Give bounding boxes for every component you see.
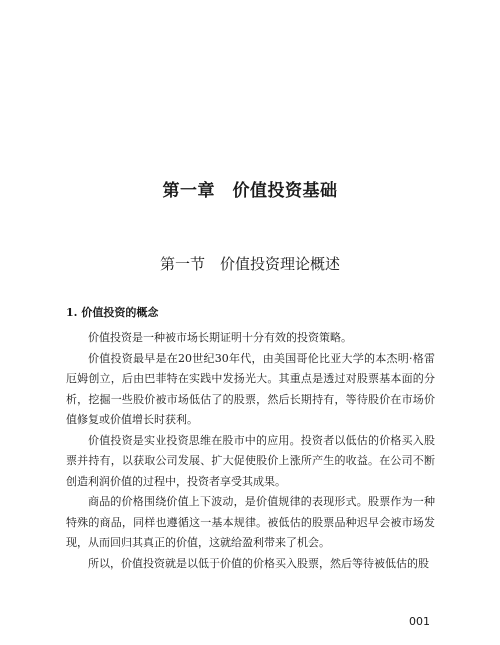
section-title: 第一节 价值投资理论概述	[159, 255, 340, 273]
paragraph: 价值投资最早是在20世纪30年代，由美国哥伦比亚大学的本杰明·格雷厄姆创立，后由巴菲特在实践中发扬光大。其重点是透过对股票基本面的分析，挖掘一些股价被市场低估了的股票，然后长期持有，等待股价在市场价值修复或价值增长时获利。	[66, 351, 435, 426]
paragraph: 价值投资是一种被市场长期证明十分有效的投资策略。	[88, 331, 352, 344]
paragraph: 所以，价值投资就是以低于价值的价格买入股票，然后等待被低估的股	[88, 556, 429, 570]
paragraph: 价值投资是实业投资思维在股市中的应用。投资者以低估的价格买入股票并持有，以获取公司发展、扩大促使股价上涨所产生的收益。在公司不断创造利润价值的过程中，投资者享受其成果。	[66, 433, 435, 488]
chapter-title: 第一章 价值投资基础	[162, 181, 338, 201]
page-number: 001	[409, 615, 430, 628]
body-text	[66, 328, 435, 574]
subheading: 1. 价值投资的概念	[66, 306, 159, 319]
paragraph: 商品的价格围绕价值上下波动，是价值规律的表现形式。股票作为一种特殊的商品，同样也遵循这一基本规律。被低估的股票品种迟早会被市场发现，从而回归其真正的价值，这就给盈利带来了机会。	[66, 495, 435, 549]
